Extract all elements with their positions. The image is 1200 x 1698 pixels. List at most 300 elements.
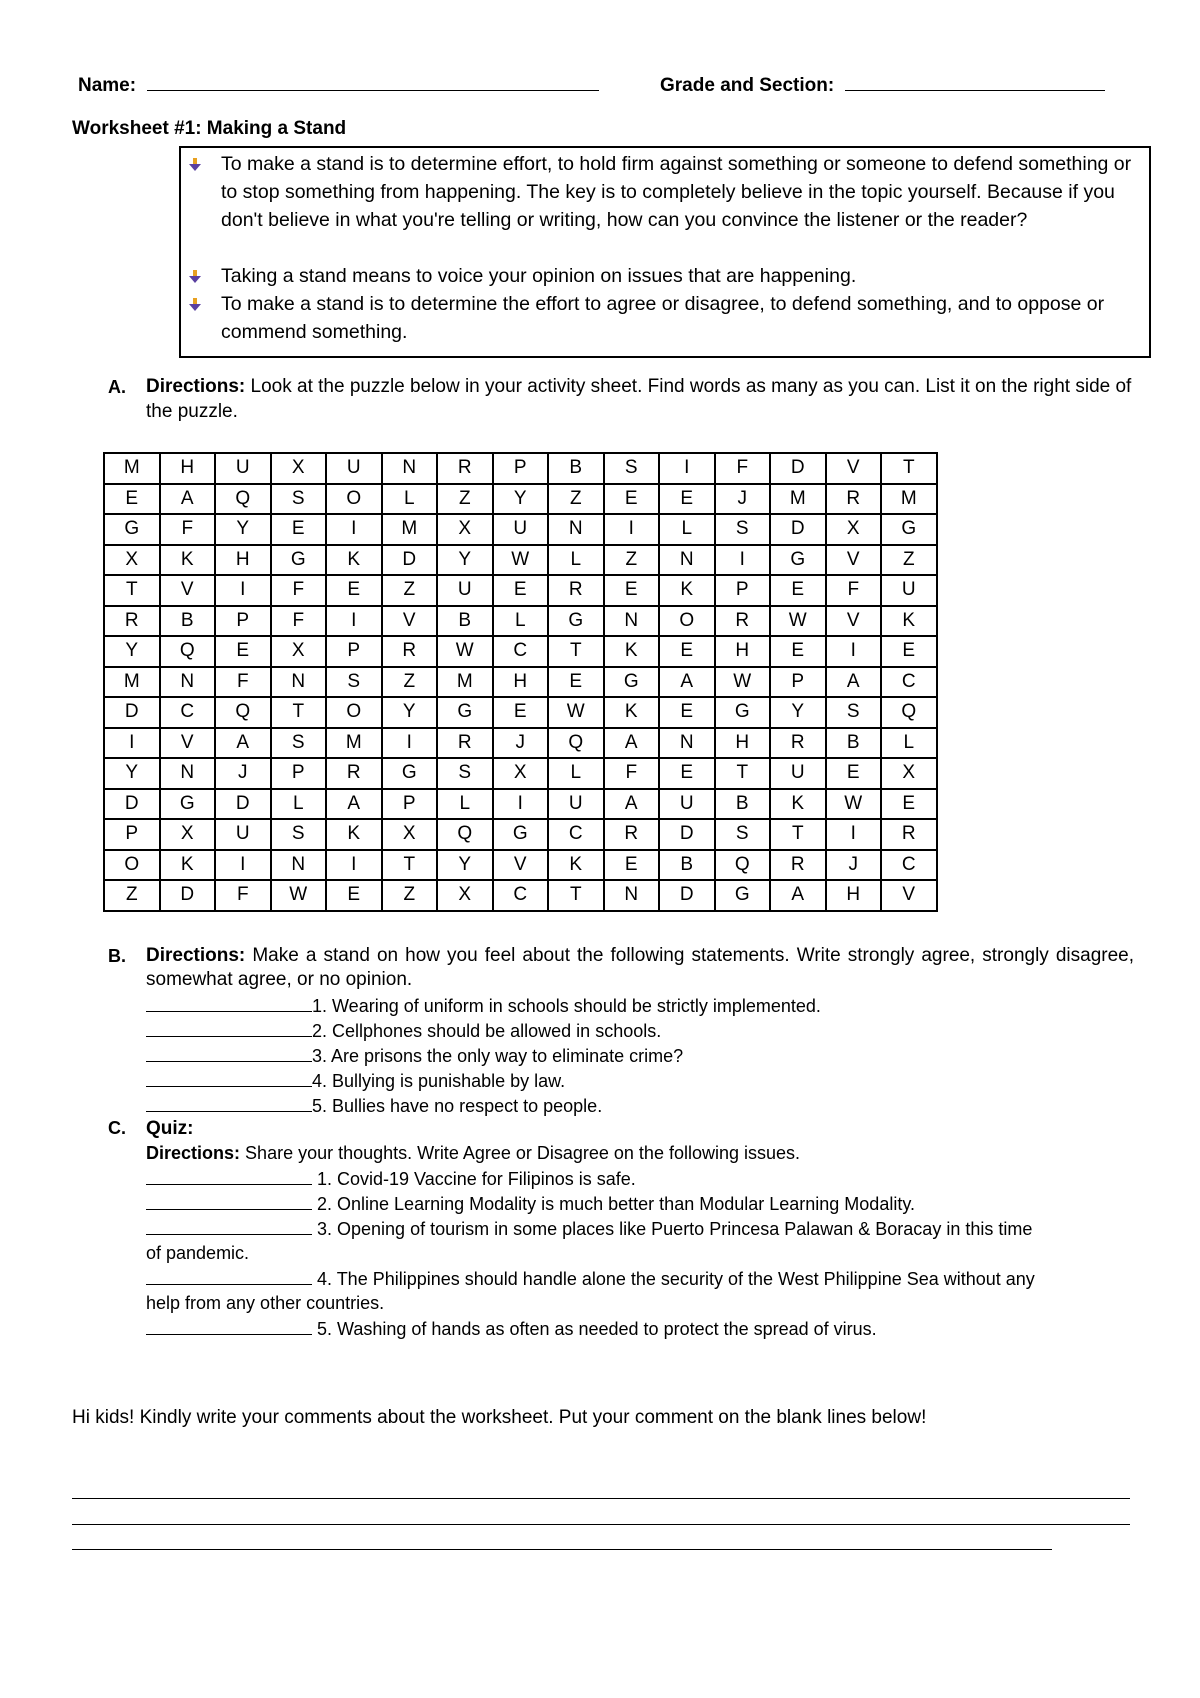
puzzle-cell[interactable]: W — [271, 880, 327, 911]
puzzle-cell[interactable]: X — [104, 545, 160, 576]
puzzle-cell[interactable]: D — [160, 880, 216, 911]
quiz-item — [146, 1216, 1032, 1242]
puzzle-cell[interactable]: F — [715, 453, 771, 484]
puzzle-cell[interactable]: G — [493, 819, 549, 850]
puzzle-cell[interactable]: F — [271, 575, 327, 606]
puzzle-cell[interactable]: M — [437, 667, 493, 698]
puzzle-cell[interactable]: N — [659, 545, 715, 576]
name-field[interactable] — [78, 72, 599, 97]
puzzle-cell[interactable]: B — [160, 606, 216, 637]
puzzle-cell[interactable]: U — [326, 453, 382, 484]
puzzle-cell[interactable]: H — [715, 636, 771, 667]
puzzle-cell[interactable]: P — [104, 819, 160, 850]
puzzle-cell[interactable]: U — [215, 453, 271, 484]
section-b-directions — [146, 944, 1134, 992]
puzzle-cell[interactable]: E — [271, 514, 327, 545]
puzzle-cell[interactable]: M — [770, 484, 826, 515]
puzzle-cell[interactable]: R — [437, 728, 493, 759]
puzzle-cell[interactable]: B — [826, 728, 882, 759]
puzzle-cell[interactable]: E — [548, 667, 604, 698]
puzzle-cell[interactable]: N — [382, 453, 438, 484]
puzzle-cell[interactable]: V — [382, 606, 438, 637]
puzzle-cell[interactable]: H — [160, 453, 216, 484]
puzzle-row — [104, 819, 937, 850]
quiz-item-continuation: help from any other countries. — [146, 1293, 385, 1313]
puzzle-cell[interactable]: A — [770, 880, 826, 911]
puzzle-cell[interactable]: J — [826, 850, 882, 881]
comment-line[interactable] — [72, 1524, 1130, 1525]
puzzle-cell[interactable]: I — [826, 819, 882, 850]
puzzle-cell[interactable]: U — [437, 575, 493, 606]
puzzle-row — [104, 514, 937, 545]
quiz-item — [146, 1316, 877, 1342]
puzzle-cell[interactable]: T — [881, 453, 937, 484]
puzzle-cell[interactable]: I — [104, 728, 160, 759]
puzzle-cell[interactable]: L — [271, 789, 327, 820]
puzzle-cell[interactable]: N — [160, 758, 216, 789]
puzzle-cell[interactable]: K — [326, 819, 382, 850]
section-c-title: Quiz: — [146, 1118, 194, 1139]
puzzle-cell[interactable]: K — [770, 789, 826, 820]
puzzle-cell[interactable]: O — [104, 850, 160, 881]
puzzle-cell[interactable]: J — [493, 728, 549, 759]
comment-line[interactable] — [72, 1498, 1130, 1499]
puzzle-row — [104, 606, 937, 637]
puzzle-cell[interactable]: N — [659, 728, 715, 759]
puzzle-cell[interactable]: H — [826, 880, 882, 911]
quiz-item-continuation: of pandemic. — [146, 1243, 250, 1263]
puzzle-cell[interactable]: E — [493, 575, 549, 606]
puzzle-cell[interactable]: R — [826, 484, 882, 515]
puzzle-cell[interactable]: B — [548, 453, 604, 484]
puzzle-cell[interactable]: Z — [548, 484, 604, 515]
quiz-item — [146, 1266, 1035, 1292]
definition-item: Taking a stand means to voice your opinion on issues that are happening. — [221, 265, 857, 287]
quiz-item-text: 2. Online Learning Modality is much better than Modular Learning Modality. — [312, 1194, 915, 1214]
puzzle-cell[interactable]: F — [271, 606, 327, 637]
puzzle-cell[interactable]: M — [326, 728, 382, 759]
answer-blank[interactable] — [146, 1166, 312, 1185]
puzzle-cell[interactable]: Z — [881, 545, 937, 576]
puzzle-row — [104, 667, 937, 698]
puzzle-cell[interactable]: R — [104, 606, 160, 637]
puzzle-cell[interactable]: C — [160, 697, 216, 728]
name-blank[interactable] — [147, 72, 599, 91]
puzzle-cell[interactable]: I — [493, 789, 549, 820]
puzzle-cell[interactable]: S — [326, 667, 382, 698]
puzzle-cell[interactable]: Q — [881, 697, 937, 728]
puzzle-cell[interactable]: G — [271, 545, 327, 576]
puzzle-cell[interactable]: K — [659, 575, 715, 606]
section-b-item — [146, 1043, 683, 1069]
puzzle-cell[interactable]: X — [160, 819, 216, 850]
puzzle-cell[interactable]: C — [548, 819, 604, 850]
section-c-letter: C. — [108, 1118, 126, 1138]
puzzle-cell[interactable]: S — [604, 453, 660, 484]
definition-item: To make a stand is to determine the effort to agree or disagree, to defend something, and to oppose or commend something. — [221, 293, 1105, 343]
grade-section-label: Grade and Section: — [660, 75, 835, 96]
answer-blank[interactable] — [146, 1316, 312, 1335]
puzzle-cell[interactable]: M — [104, 453, 160, 484]
puzzle-cell[interactable]: M — [104, 667, 160, 698]
puzzle-cell[interactable]: Z — [382, 880, 438, 911]
puzzle-cell[interactable]: A — [215, 728, 271, 759]
puzzle-cell[interactable]: C — [493, 880, 549, 911]
puzzle-cell[interactable]: A — [604, 789, 660, 820]
puzzle-cell[interactable]: G — [160, 789, 216, 820]
puzzle-cell[interactable]: G — [604, 667, 660, 698]
puzzle-cell[interactable]: E — [826, 758, 882, 789]
puzzle-cell[interactable]: E — [604, 575, 660, 606]
section-b-item — [146, 1093, 602, 1119]
answer-blank[interactable] — [146, 1216, 312, 1235]
puzzle-cell[interactable]: F — [215, 667, 271, 698]
puzzle-cell[interactable]: I — [382, 728, 438, 759]
puzzle-cell[interactable]: V — [826, 453, 882, 484]
puzzle-cell[interactable]: B — [659, 850, 715, 881]
puzzle-cell[interactable]: Q — [548, 728, 604, 759]
puzzle-cell[interactable]: R — [881, 819, 937, 850]
puzzle-cell[interactable]: B — [437, 606, 493, 637]
section-b-item — [146, 1068, 565, 1094]
section-b-item-text: 2. Cellphones should be allowed in schools. — [312, 1021, 662, 1041]
puzzle-cell[interactable]: Q — [215, 484, 271, 515]
puzzle-cell[interactable]: F — [604, 758, 660, 789]
puzzle-cell[interactable]: W — [826, 789, 882, 820]
puzzle-cell[interactable]: J — [215, 758, 271, 789]
puzzle-cell[interactable]: Y — [493, 484, 549, 515]
puzzle-cell[interactable]: I — [659, 453, 715, 484]
puzzle-cell[interactable]: E — [326, 880, 382, 911]
puzzle-cell[interactable]: K — [160, 850, 216, 881]
puzzle-cell[interactable]: T — [548, 880, 604, 911]
puzzle-row — [104, 575, 937, 606]
puzzle-cell[interactable]: G — [770, 545, 826, 576]
puzzle-cell[interactable]: E — [770, 575, 826, 606]
puzzle-cell[interactable]: S — [826, 697, 882, 728]
puzzle-cell[interactable]: E — [659, 758, 715, 789]
puzzle-cell[interactable]: F — [826, 575, 882, 606]
puzzle-cell[interactable]: R — [548, 575, 604, 606]
puzzle-cell[interactable]: A — [659, 667, 715, 698]
arrow-bullet-icon — [189, 158, 201, 171]
puzzle-cell[interactable]: P — [382, 789, 438, 820]
puzzle-cell[interactable]: N — [604, 880, 660, 911]
puzzle-cell[interactable]: G — [715, 880, 771, 911]
puzzle-cell[interactable]: N — [548, 514, 604, 545]
puzzle-cell[interactable]: L — [437, 789, 493, 820]
puzzle-cell[interactable]: O — [326, 484, 382, 515]
puzzle-cell[interactable]: U — [215, 819, 271, 850]
puzzle-cell[interactable]: T — [715, 758, 771, 789]
puzzle-cell[interactable]: X — [382, 819, 438, 850]
puzzle-cell[interactable]: O — [659, 606, 715, 637]
puzzle-cell[interactable]: D — [659, 819, 715, 850]
puzzle-cell[interactable]: E — [659, 636, 715, 667]
puzzle-cell[interactable]: X — [437, 514, 493, 545]
puzzle-cell[interactable]: R — [770, 728, 826, 759]
puzzle-cell[interactable]: E — [326, 575, 382, 606]
answer-blank[interactable] — [146, 1018, 312, 1037]
puzzle-cell[interactable]: X — [437, 880, 493, 911]
puzzle-cell[interactable]: H — [493, 667, 549, 698]
puzzle-row — [104, 850, 937, 881]
puzzle-cell[interactable]: Y — [104, 758, 160, 789]
puzzle-cell[interactable]: X — [826, 514, 882, 545]
puzzle-cell[interactable]: Z — [104, 880, 160, 911]
puzzle-cell[interactable]: G — [437, 697, 493, 728]
puzzle-cell[interactable]: P — [493, 453, 549, 484]
puzzle-cell[interactable]: G — [548, 606, 604, 637]
puzzle-cell[interactable]: E — [881, 636, 937, 667]
answer-blank[interactable] — [146, 1266, 312, 1285]
puzzle-cell[interactable]: Q — [715, 850, 771, 881]
puzzle-cell[interactable]: E — [659, 484, 715, 515]
puzzle-cell[interactable]: P — [770, 667, 826, 698]
puzzle-cell[interactable]: E — [881, 789, 937, 820]
section-a-letter: A. — [108, 377, 126, 397]
puzzle-cell[interactable]: H — [715, 728, 771, 759]
puzzle-cell[interactable]: Y — [770, 697, 826, 728]
answer-blank[interactable] — [146, 1191, 312, 1210]
puzzle-cell[interactable]: Z — [604, 545, 660, 576]
puzzle-cell[interactable]: X — [881, 758, 937, 789]
puzzle-cell[interactable]: Y — [215, 514, 271, 545]
puzzle-cell[interactable]: X — [493, 758, 549, 789]
puzzle-cell[interactable]: A — [826, 667, 882, 698]
puzzle-cell[interactable]: I — [826, 636, 882, 667]
puzzle-cell[interactable]: A — [326, 789, 382, 820]
puzzle-cell[interactable]: V — [493, 850, 549, 881]
puzzle-cell[interactable]: Q — [160, 636, 216, 667]
puzzle-cell[interactable]: X — [271, 453, 327, 484]
puzzle-cell[interactable]: T — [548, 636, 604, 667]
puzzle-cell[interactable]: U — [881, 575, 937, 606]
worksheet-title: Worksheet #1: Making a Stand — [72, 118, 347, 139]
puzzle-cell[interactable]: H — [215, 545, 271, 576]
puzzle-cell[interactable]: K — [548, 850, 604, 881]
puzzle-cell[interactable]: Z — [382, 575, 438, 606]
puzzle-cell[interactable]: T — [382, 850, 438, 881]
puzzle-cell[interactable]: A — [604, 728, 660, 759]
puzzle-cell[interactable]: X — [271, 636, 327, 667]
puzzle-cell[interactable]: D — [215, 789, 271, 820]
puzzle-cell[interactable]: E — [659, 697, 715, 728]
puzzle-cell[interactable]: W — [715, 667, 771, 698]
puzzle-cell[interactable]: E — [215, 636, 271, 667]
puzzle-cell[interactable]: W — [770, 606, 826, 637]
arrow-bullet-icon — [189, 270, 201, 283]
puzzle-cell[interactable]: F — [160, 514, 216, 545]
puzzle-cell[interactable]: I — [326, 606, 382, 637]
puzzle-cell[interactable]: Z — [382, 667, 438, 698]
puzzle-cell[interactable]: S — [271, 484, 327, 515]
section-b-item-text: 4. Bullying is punishable by law. — [312, 1071, 566, 1091]
puzzle-row — [104, 545, 937, 576]
puzzle-cell[interactable]: C — [881, 850, 937, 881]
puzzle-cell[interactable]: L — [659, 514, 715, 545]
puzzle-cell[interactable]: R — [715, 606, 771, 637]
section-b-item — [146, 1018, 661, 1044]
puzzle-cell[interactable]: E — [104, 484, 160, 515]
puzzle-row — [104, 697, 937, 728]
section-b-item — [146, 993, 821, 1019]
puzzle-cell[interactable]: E — [604, 850, 660, 881]
puzzle-row — [104, 453, 937, 484]
puzzle-cell[interactable]: B — [715, 789, 771, 820]
puzzle-cell[interactable]: K — [604, 697, 660, 728]
section-a-text: Look at the puzzle below in your activity sheet. Find words as many as you can. List it on the right side of the puzzle. — [146, 376, 1132, 422]
puzzle-cell[interactable]: V — [826, 606, 882, 637]
puzzle-cell[interactable]: W — [548, 697, 604, 728]
comment-line[interactable] — [72, 1549, 1052, 1550]
word-search-puzzle — [103, 452, 938, 912]
puzzle-cell[interactable]: P — [215, 606, 271, 637]
answer-blank[interactable] — [146, 1068, 312, 1087]
grade-section-field[interactable] — [660, 72, 1105, 97]
answer-blank[interactable] — [146, 1093, 312, 1112]
puzzle-cell[interactable]: I — [604, 514, 660, 545]
puzzle-row — [104, 728, 937, 759]
puzzle-cell[interactable]: N — [271, 667, 327, 698]
puzzle-cell[interactable]: L — [881, 728, 937, 759]
puzzle-cell[interactable]: G — [881, 514, 937, 545]
puzzle-cell[interactable]: K — [160, 545, 216, 576]
puzzle-cell[interactable]: D — [104, 697, 160, 728]
puzzle-cell[interactable]: E — [770, 636, 826, 667]
section-a-directions — [146, 374, 1136, 424]
puzzle-cell[interactable]: K — [881, 606, 937, 637]
puzzle-cell[interactable]: T — [271, 697, 327, 728]
puzzle-cell[interactable]: R — [437, 453, 493, 484]
puzzle-cell[interactable]: V — [160, 575, 216, 606]
quiz-item — [146, 1166, 636, 1192]
puzzle-cell[interactable]: Y — [104, 636, 160, 667]
puzzle-cell[interactable]: Y — [437, 545, 493, 576]
puzzle-cell[interactable]: D — [104, 789, 160, 820]
puzzle-cell[interactable]: R — [770, 850, 826, 881]
section-c-text: Share your thoughts. Write Agree or Disagree on the following issues. — [245, 1143, 801, 1163]
puzzle-cell[interactable]: V — [826, 545, 882, 576]
section-b-item-text: 1. Wearing of uniform in schools should be strictly implemented. — [312, 996, 821, 1016]
section-a-label: Directions: — [146, 376, 246, 397]
quiz-item-text: 3. Opening of tourism in some places like Puerto Princesa Palawan & Boracay in this time — [312, 1219, 1033, 1239]
section-b-letter: B. — [108, 946, 126, 966]
puzzle-cell[interactable]: L — [548, 545, 604, 576]
puzzle-cell[interactable]: I — [326, 514, 382, 545]
puzzle-cell[interactable]: S — [271, 819, 327, 850]
puzzle-cell[interactable]: Z — [437, 484, 493, 515]
puzzle-cell[interactable]: C — [881, 667, 937, 698]
puzzle-cell[interactable]: R — [326, 758, 382, 789]
puzzle-cell[interactable]: W — [493, 545, 549, 576]
definition-item: To make a stand is to determine effort, to hold firm against something or someone to defend something or to stop something from happening. The key is to completely believe in the topic yourself. Because if you don't believe in what you're telling or writing, how can you convince the listener or the reader? — [221, 153, 1132, 231]
puzzle-cell[interactable]: D — [770, 514, 826, 545]
puzzle-cell[interactable]: K — [604, 636, 660, 667]
puzzle-cell[interactable]: J — [715, 484, 771, 515]
section-c-directions — [146, 1141, 800, 1166]
puzzle-cell[interactable]: S — [715, 819, 771, 850]
puzzle-cell[interactable]: I — [715, 545, 771, 576]
puzzle-cell[interactable]: P — [271, 758, 327, 789]
puzzle-cell[interactable]: S — [437, 758, 493, 789]
puzzle-cell[interactable]: V — [160, 728, 216, 759]
puzzle-cell[interactable]: D — [382, 545, 438, 576]
answer-blank[interactable] — [146, 993, 312, 1012]
puzzle-cell[interactable]: I — [215, 575, 271, 606]
puzzle-cell[interactable]: E — [604, 484, 660, 515]
puzzle-row — [104, 636, 937, 667]
puzzle-cell[interactable]: Q — [437, 819, 493, 850]
puzzle-cell[interactable]: D — [659, 880, 715, 911]
puzzle-cell[interactable]: F — [215, 880, 271, 911]
arrow-bullet-icon — [189, 298, 201, 311]
puzzle-cell[interactable]: G — [382, 758, 438, 789]
puzzle-cell[interactable]: V — [881, 880, 937, 911]
puzzle-cell[interactable]: S — [271, 728, 327, 759]
section-c-label: Directions: — [146, 1143, 241, 1163]
puzzle-cell[interactable]: L — [548, 758, 604, 789]
grade-section-blank[interactable] — [845, 72, 1105, 91]
puzzle-cell[interactable]: T — [770, 819, 826, 850]
puzzle-cell[interactable]: I — [326, 850, 382, 881]
puzzle-cell[interactable]: U — [548, 789, 604, 820]
puzzle-cell[interactable]: M — [382, 514, 438, 545]
puzzle-cell[interactable]: C — [493, 636, 549, 667]
section-b-text: Make a stand on how you feel about the following statements. Write strongly agree, strongly disagree, somewhat agree, or no opinion. — [146, 945, 1135, 990]
puzzle-cell[interactable]: U — [770, 758, 826, 789]
puzzle-cell[interactable]: A — [160, 484, 216, 515]
puzzle-cell[interactable]: N — [160, 667, 216, 698]
puzzle-cell[interactable]: N — [604, 606, 660, 637]
quiz-item-text: 4. The Philippines should handle alone the security of the West Philippine Sea without any — [312, 1269, 1035, 1289]
puzzle-cell[interactable]: U — [659, 789, 715, 820]
puzzle-cell[interactable]: I — [215, 850, 271, 881]
section-b-label: Directions: — [146, 945, 246, 966]
section-b-item-text: 3. Are prisons the only way to eliminate crime? — [312, 1046, 684, 1066]
puzzle-cell[interactable]: W — [437, 636, 493, 667]
puzzle-cell[interactable]: M — [881, 484, 937, 515]
puzzle-cell[interactable]: P — [715, 575, 771, 606]
puzzle-cell[interactable]: Y — [382, 697, 438, 728]
puzzle-cell[interactable]: Y — [437, 850, 493, 881]
puzzle-cell[interactable]: U — [493, 514, 549, 545]
puzzle-row — [104, 484, 937, 515]
puzzle-cell[interactable]: G — [715, 697, 771, 728]
puzzle-cell[interactable]: L — [493, 606, 549, 637]
puzzle-cell[interactable]: R — [382, 636, 438, 667]
puzzle-cell[interactable]: O — [326, 697, 382, 728]
puzzle-cell[interactable]: Q — [215, 697, 271, 728]
puzzle-cell[interactable]: T — [104, 575, 160, 606]
quiz-item-text: 1. Covid-19 Vaccine for Filipinos is safe. — [312, 1169, 636, 1189]
quiz-item-text: 5. Washing of hands as often as needed to protect the spread of virus. — [312, 1319, 877, 1339]
puzzle-cell[interactable]: R — [604, 819, 660, 850]
comments-prompt: Hi kids! Kindly write your comments about the worksheet. Put your comment on the blank lines below! — [72, 1407, 927, 1428]
puzzle-cell[interactable]: K — [326, 545, 382, 576]
puzzle-cell[interactable]: L — [382, 484, 438, 515]
puzzle-cell[interactable]: G — [104, 514, 160, 545]
puzzle-cell[interactable]: S — [715, 514, 771, 545]
puzzle-row — [104, 789, 937, 820]
puzzle-cell[interactable]: D — [770, 453, 826, 484]
puzzle-cell[interactable]: N — [271, 850, 327, 881]
puzzle-cell[interactable]: E — [493, 697, 549, 728]
answer-blank[interactable] — [146, 1043, 312, 1062]
quiz-item — [146, 1191, 915, 1217]
puzzle-cell[interactable]: P — [326, 636, 382, 667]
puzzle-row — [104, 880, 937, 911]
